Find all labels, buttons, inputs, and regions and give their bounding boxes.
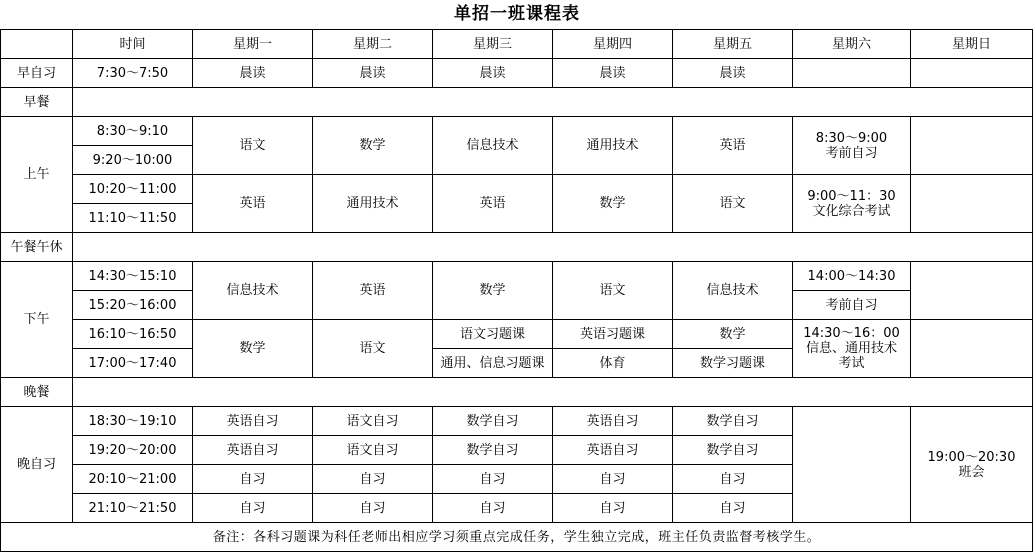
class-cell: 英语: [313, 262, 433, 320]
class-cell: 自习: [553, 465, 673, 494]
class-cell: 数学: [553, 175, 673, 233]
saturday-time: 14:00～14:30: [793, 262, 911, 291]
empty-cell: [73, 233, 1033, 262]
empty-cell: [911, 175, 1033, 233]
empty-cell: [73, 378, 1033, 407]
class-cell: 语文自习: [313, 436, 433, 465]
saturday-time: 9:00～11：30: [807, 188, 896, 204]
empty-cell: [73, 88, 1033, 117]
early-study-row: [1, 59, 1033, 88]
class-cell: 英语习题课: [553, 320, 673, 349]
time-cell: 10:20～11:00: [73, 175, 193, 204]
saturday-text: 文化综合考试: [812, 203, 891, 219]
header-row: [1, 30, 1033, 59]
header-saturday: 星期六: [793, 30, 911, 59]
saturday-exam-cell: [793, 117, 911, 175]
section-evening-study: 晚自习: [1, 407, 73, 523]
class-cell: 数学: [673, 320, 793, 349]
morning-row-1: [1, 117, 1033, 146]
section-breakfast: 早餐: [1, 88, 73, 117]
class-cell: 英语: [193, 175, 313, 233]
saturday-exam-cell: [793, 175, 911, 233]
time-cell: 18:30～19:10: [73, 407, 193, 436]
class-cell: 英语: [673, 117, 793, 175]
class-cell: 体育: [553, 349, 673, 378]
empty-cell: [911, 262, 1033, 320]
class-cell: 数学: [313, 117, 433, 175]
class-cell: 语文自习: [313, 407, 433, 436]
saturday-text: 考试: [838, 356, 865, 371]
saturday-text: 考前自习: [793, 291, 911, 320]
time-cell: 11:10～11:50: [73, 204, 193, 233]
class-cell: 自习: [313, 494, 433, 523]
time-cell: 20:10～21:00: [73, 465, 193, 494]
class-cell: 数学: [193, 320, 313, 378]
class-cell: 自习: [673, 465, 793, 494]
class-cell: 信息技术: [433, 117, 553, 175]
class-cell: 自习: [193, 465, 313, 494]
class-cell: 自习: [553, 494, 673, 523]
header-wednesday: 星期三: [433, 30, 553, 59]
class-cell: 数学自习: [433, 407, 553, 436]
morning-row-3: [1, 175, 1033, 204]
note-row: [1, 523, 1033, 552]
class-cell: 信息技术: [673, 262, 793, 320]
page-title: 单招一班课程表: [454, 4, 580, 24]
time-cell: 14:30～15:10: [73, 262, 193, 291]
time-cell: 7:30～7:50: [73, 59, 193, 88]
header-tuesday: 星期二: [313, 30, 433, 59]
header-friday: 星期五: [673, 30, 793, 59]
saturday-time: 8:30～9:00: [815, 130, 888, 146]
class-cell: 晨读: [673, 59, 793, 88]
class-cell: 数学习题课: [673, 349, 793, 378]
empty-cell: [793, 59, 911, 88]
lunch-row: [1, 233, 1033, 262]
class-cell: 语文: [193, 117, 313, 175]
class-cell: 自习: [433, 494, 553, 523]
time-cell: 15:20～16:00: [73, 291, 193, 320]
time-cell: 21:10～21:50: [73, 494, 193, 523]
time-cell: 16:10～16:50: [73, 320, 193, 349]
class-cell: 语文习题课: [433, 320, 553, 349]
class-cell: 信息技术: [193, 262, 313, 320]
header-thursday: 星期四: [553, 30, 673, 59]
class-cell: 晨读: [193, 59, 313, 88]
class-cell: 数学自习: [433, 436, 553, 465]
empty-cell: [793, 407, 911, 523]
empty-cell: [911, 117, 1033, 175]
dinner-row: [1, 378, 1033, 407]
class-cell: 晨读: [433, 59, 553, 88]
empty-cell: [911, 59, 1033, 88]
empty-cell: [911, 320, 1033, 378]
class-cell: 数学: [433, 262, 553, 320]
header-sunday: 星期日: [911, 30, 1033, 59]
class-cell: 语文: [673, 175, 793, 233]
breakfast-row: [1, 88, 1033, 117]
header-time: 时间: [73, 30, 193, 59]
class-cell: 英语自习: [193, 436, 313, 465]
section-early-study: 早自习: [1, 59, 73, 88]
class-cell: 自习: [313, 465, 433, 494]
class-cell: 数学自习: [673, 436, 793, 465]
class-cell: 通用技术: [553, 117, 673, 175]
section-lunch: 午餐午休: [1, 233, 73, 262]
schedule-table: [0, 29, 1033, 552]
time-cell: 19:20～20:00: [73, 436, 193, 465]
sunday-meeting-cell: [911, 407, 1033, 523]
class-cell: 语文: [313, 320, 433, 378]
sunday-time: 19:00～20:30: [927, 449, 1016, 465]
section-afternoon: 下午: [1, 262, 73, 378]
time-cell: 9:20～10:00: [73, 146, 193, 175]
class-cell: 数学自习: [673, 407, 793, 436]
class-cell: 英语自习: [553, 407, 673, 436]
afternoon-row-3: [1, 320, 1033, 349]
saturday-time: 14:30～16：00: [803, 326, 900, 341]
header-monday: 星期一: [193, 30, 313, 59]
time-cell: 17:00～17:40: [73, 349, 193, 378]
class-cell: 晨读: [553, 59, 673, 88]
saturday-exam-cell: [793, 320, 911, 378]
class-cell: 自习: [433, 465, 553, 494]
saturday-text: 信息、通用技术: [805, 341, 897, 356]
section-dinner: 晚餐: [1, 378, 73, 407]
class-cell: 语文: [553, 262, 673, 320]
afternoon-row-1: [1, 262, 1033, 291]
sunday-text: 班会: [958, 464, 985, 480]
class-cell: 英语自习: [193, 407, 313, 436]
evening-row-1: [1, 407, 1033, 436]
class-cell: 英语: [433, 175, 553, 233]
class-cell: 自习: [193, 494, 313, 523]
class-cell: 通用、信息习题课: [433, 349, 553, 378]
time-cell: 8:30～9:10: [73, 117, 193, 146]
section-morning: 上午: [1, 117, 73, 233]
class-cell: 晨读: [313, 59, 433, 88]
class-cell: 英语自习: [553, 436, 673, 465]
class-cell: 通用技术: [313, 175, 433, 233]
footnote: 备注：各科习题课为科任老师出相应学习须重点完成任务，学生独立完成，班主任负责监督考核学生。: [1, 523, 1033, 552]
saturday-text: 考前自习: [825, 145, 878, 161]
header-corner: [1, 30, 73, 59]
class-cell: 自习: [673, 494, 793, 523]
